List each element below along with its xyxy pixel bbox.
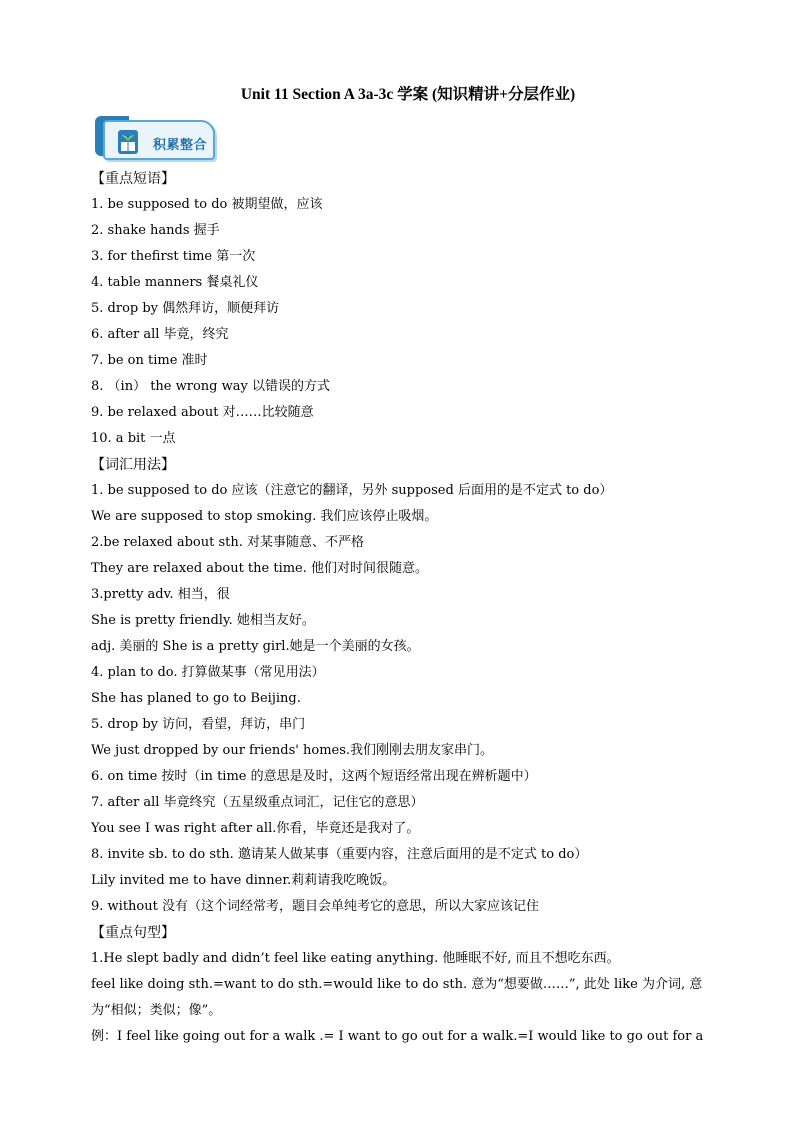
- vocab-example: She is pretty friendly. 她相当友好。: [91, 613, 315, 628]
- page-title: Unit 11 Section A 3a-3c 学案 (知识精讲+分层作业): [240, 86, 576, 103]
- vocab-example: They are relaxed about the time. 他们对时间很随意。: [91, 561, 429, 576]
- vocab-item: 8. invite sb. to do sth. 邀请某人做某事（重要内容，注意后面用的是不定式 to do）: [91, 847, 588, 862]
- banner-body: [103, 120, 215, 160]
- section-heading-phrases: 【重点短语】: [91, 171, 175, 187]
- phrase-item: 6. after all 毕竟，终究: [91, 327, 229, 342]
- phrase-item: 8. （in） the wrong way 以错误的方式: [91, 379, 330, 394]
- document-page: [91, 84, 711, 1050]
- phrase-item: 5. drop by 偶然拜访，顺便拜访: [91, 301, 280, 316]
- vocab-item: 9. without 没有（这个词经常考，题目会单纯考它的意思，所以大家应该记住: [91, 899, 539, 914]
- vocab-example: adj. 美丽的 She is a pretty girl.她是一个美丽的女孩。: [91, 639, 420, 654]
- section-banner: [95, 116, 215, 160]
- vocab-item: 1. be supposed to do 应该（注意它的翻译，另外 supposed 后面用的是不定式 to do）: [91, 483, 613, 498]
- phrase-item: 10. a bit 一点: [91, 431, 176, 446]
- vocab-item: 4. plan to do. 打算做某事（常见用法）: [91, 665, 325, 680]
- section-heading-sentences: 【重点句型】: [91, 925, 175, 941]
- vocab-example: She has planed to go to Beijing.: [91, 691, 301, 706]
- phrase-item: 2. shake hands 握手: [91, 223, 220, 238]
- banner-label: 积累整合: [153, 138, 208, 153]
- vocab-example: Lily invited me to have dinner.莉莉请我吃晚饭。: [91, 873, 396, 888]
- vocab-item: 6. on time 按时（in time 的意思是及时，这两个短语经常出现在辨析题中）: [91, 769, 537, 784]
- vocab-item: 3.pretty adv. 相当，很: [91, 587, 230, 602]
- sentence-example: 例：I feel like going out for a walk .= I want to go out for a walk.=I would like to go out for a: [91, 1029, 704, 1044]
- vocab-example: We are supposed to stop smoking. 我们应该停止吸烟。: [91, 509, 438, 524]
- sentence-item: 1.He slept badly and didn’t feel like eating anything. 他睡眠不好, 而且不想吃东西。: [91, 951, 620, 966]
- phrase-item: 9. be relaxed about 对……比较随意: [91, 405, 314, 420]
- vocab-item: 2.be relaxed about sth. 对某事随意、不严格: [91, 535, 365, 550]
- phrase-item: 4. table manners 餐桌礼仪: [91, 275, 259, 290]
- vocab-example: You see I was right after all.你看，毕竟还是我对了。: [91, 821, 420, 836]
- vocab-item: 5. drop by 访问，看望，拜访，串门: [91, 717, 306, 732]
- book-plant-icon: [117, 129, 139, 155]
- vocab-example: We just dropped by our friends' homes.我们刚刚去朋友家串门。: [91, 743, 494, 758]
- section-heading-vocab: 【词汇用法】: [91, 457, 175, 473]
- phrase-item: 7. be on time 准时: [91, 353, 208, 368]
- sentence-note: feel like doing sth.=want to do sth.=would like to do sth. 意为“想要做……”, 此处 like 为介词, 意为“相似；类似；像”。: [91, 977, 703, 1018]
- phrase-item: 3. for thefirst time 第一次: [91, 249, 256, 264]
- phrase-item: 1. be supposed to do 被期望做，应该: [91, 197, 323, 212]
- vocab-item: 7. after all 毕竟终究（五星级重点词汇，记住它的意思）: [91, 795, 424, 810]
